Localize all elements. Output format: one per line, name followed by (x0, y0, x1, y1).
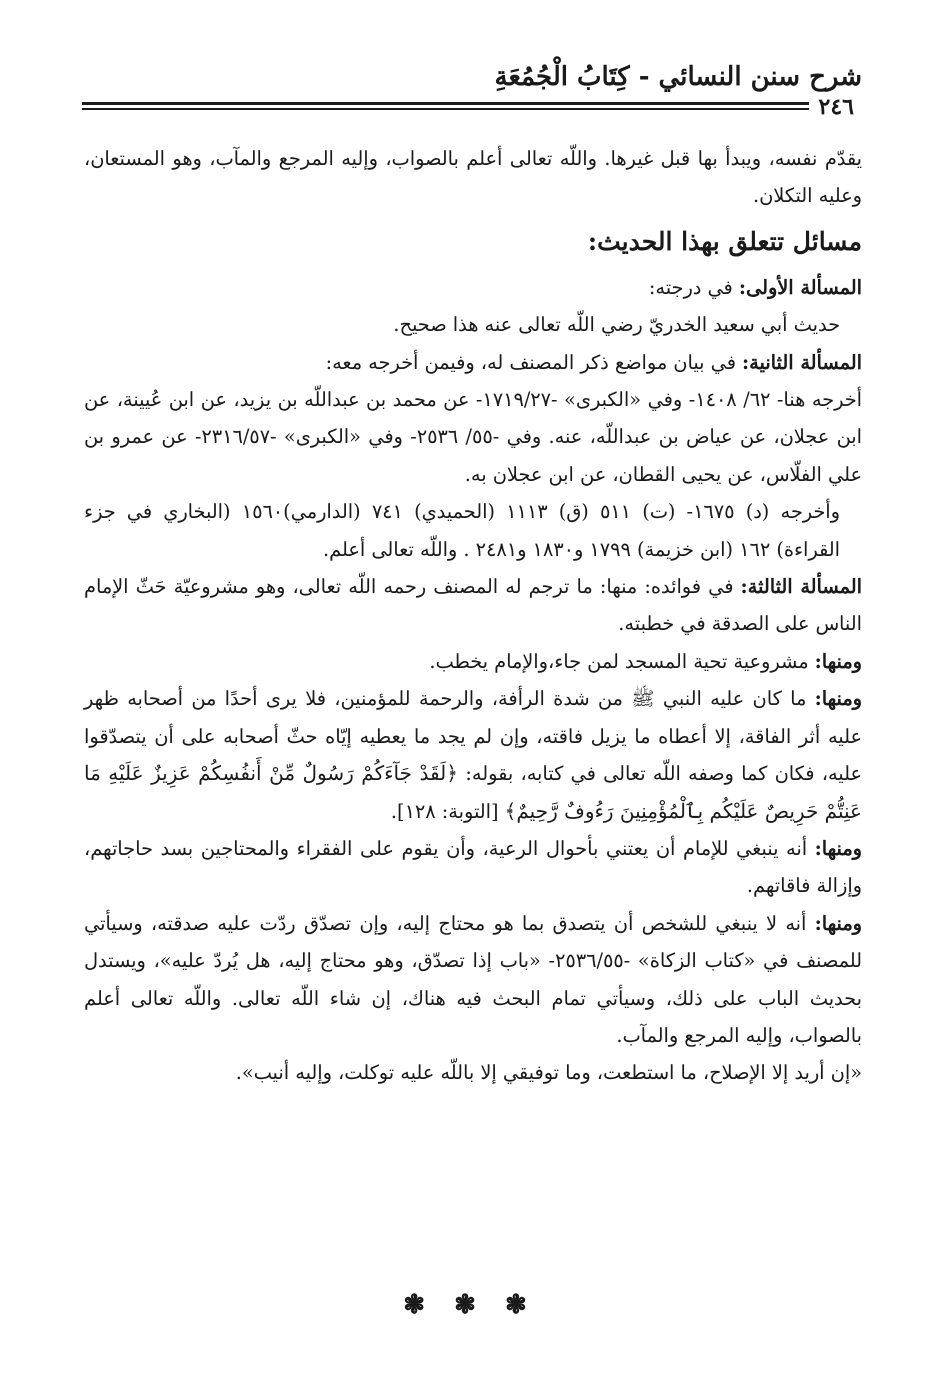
header-rule-thick (82, 102, 862, 105)
benefit-1 (84, 643, 862, 680)
header-rule-thin (82, 108, 862, 110)
body-text (84, 140, 862, 1092)
issue-3-label: المسألة الثالثة: (740, 575, 863, 599)
issue-1-body: حديث أبي سعيد الخدريّ رضي اللّه تعالى عنه هذا صحيح. (393, 313, 840, 337)
benefit-2-text: ما كان عليه النبي ﷺ من شدة الرأفة، والرحمة للمؤمنين، فلا يرى أحدًا من أصحابه ظهر عليه أثر الفاقة، إلا أعطاه ما يزيل فاقته، وإن لم يجد ما يعطيه إيّاه حثّ أصحابه على أن يتصدّقوا عليه، فكان كما وصفه اللّه تعالى في كتابه، بقوله: (84, 687, 862, 786)
verse-reference: [التوبة: ١٢٨]. (390, 799, 505, 823)
page-number-block (809, 92, 862, 118)
benefit-4 (84, 905, 862, 1055)
section-heading: مسائل تتعلق بهذا الحديث: (587, 226, 862, 256)
issue-3-text: في فوائده: منها: ما ترجم له المصنف رحمه اللّه تعالى، وهو مشروعيّة حَثّ الإمام الناس على الصدقة في خطبته. (84, 575, 862, 636)
issue-2-more: وأخرجه (د) ١٦٧٥- (ت) ٥١١ (ق) ١١١٣ (الحميدي) ٧٤١ (الدارمي)١٥٦٠ (البخاري في جزء القراءة) ١٦٢ (ابن خزيمة) ١٧٩٩ و١٨٣٠ و٢٤٨١ . واللّه تعالى أعلم. (84, 500, 840, 561)
issue-3 (84, 568, 862, 643)
quran-verse: ﴿لَقَدْ جَآءَكُمْ رَسُولٌ مِّنْ أَنفُسِكُمْ عَزِيزٌ عَلَيْهِ مَا عَنِتُّمْ حَرِيصٌ عَلَيْكُم بِٱلْمُؤْمِنِينَ رَءُوفٌ رَّحِيمٌ﴾ (84, 761, 862, 823)
paragraph-intro: يقدّم نفسه، ويبدأ بها قبل غيرها. واللّه تعالى أعلم بالصواب، وإليه المرجع والمآب، وهو المستعان، وعليه التكلان. (84, 147, 862, 208)
benefit-4-text: أنه لا ينبغي للشخص أن يتصدق بما هو محتاج إليه، وإن تصدّق ردّت عليه صدقته، وسيأتي للمصنف في «كتاب الزكاة» -٢٥٣٦/٥٥- «باب إذا تصدّق، وهو محتاج إليه، هل يُردّ عليه»، ويستدل بحديث الباب على ذلك، وسيأتي تمام البحث فيه هناك، إن شاء اللّه تعالى. واللّه تعالى أعلم بالصواب، وإليه المرجع والمآب. (84, 911, 862, 1047)
issue-2-title: في بيان مواضع ذكر المصنف له، وفيمن أخرجه معه: (325, 350, 743, 374)
benefit-2 (84, 680, 862, 830)
benefit-2-label: ومنها: (814, 687, 862, 711)
issue-1-title: في درجته: (648, 275, 739, 299)
header-title: شرح سنن النسائي - كِتَابُ الْجُمُعَةِ (494, 62, 862, 92)
issue-1 (84, 269, 862, 306)
benefit-1-text: مشروعية تحية المسجد لمن جاء،والإمام يخطب. (429, 649, 815, 673)
running-header (82, 58, 862, 118)
page-number: ٢٤٦ (818, 94, 854, 120)
benefit-3 (84, 830, 862, 905)
issue-2-label: المسألة الثانية: (742, 350, 862, 374)
benefit-3-text: أنه ينبغي للإمام أن يعتني بأحوال الرعية، وأن يقوم على الفقراء والمحتاجين بسد حاجاتهم، وإزالة فاقاتهم. (84, 836, 862, 898)
section-end-stars: ❃ ❃ ❃ (403, 1290, 537, 1320)
benefit-1-label: ومنها: (814, 649, 862, 673)
benefit-3-label: ومنها: (814, 836, 862, 860)
benefit-4-label: ومنها: (814, 911, 862, 935)
issue-2-body: أخرجه هنا- ٦٢/ ١٤٠٨- وفي «الكبرى» -١٧١٩/٢٧- عن محمد بن عبداللّه بن يزيد، عن ابن عُيينة، عن ابن عجلان، عن عياض بن عبداللّه، عنه. وفي -٥٥/ ٢٥٣٦- وفي «الكبرى» -٢٣١٦/٥٧- عن عمرو بن علي الفلّاس، عن يحيى القطان، عن ابن عجلان به. (84, 388, 862, 486)
issue-2 (84, 344, 862, 381)
issue-1-label: المسألة الأولى: (738, 275, 862, 299)
closing-quote: «إن أريد إلا الإصلاح، ما استطعت، وما توفيقي إلا باللّه عليه توكلت، وإليه أنيب». (235, 1061, 862, 1085)
